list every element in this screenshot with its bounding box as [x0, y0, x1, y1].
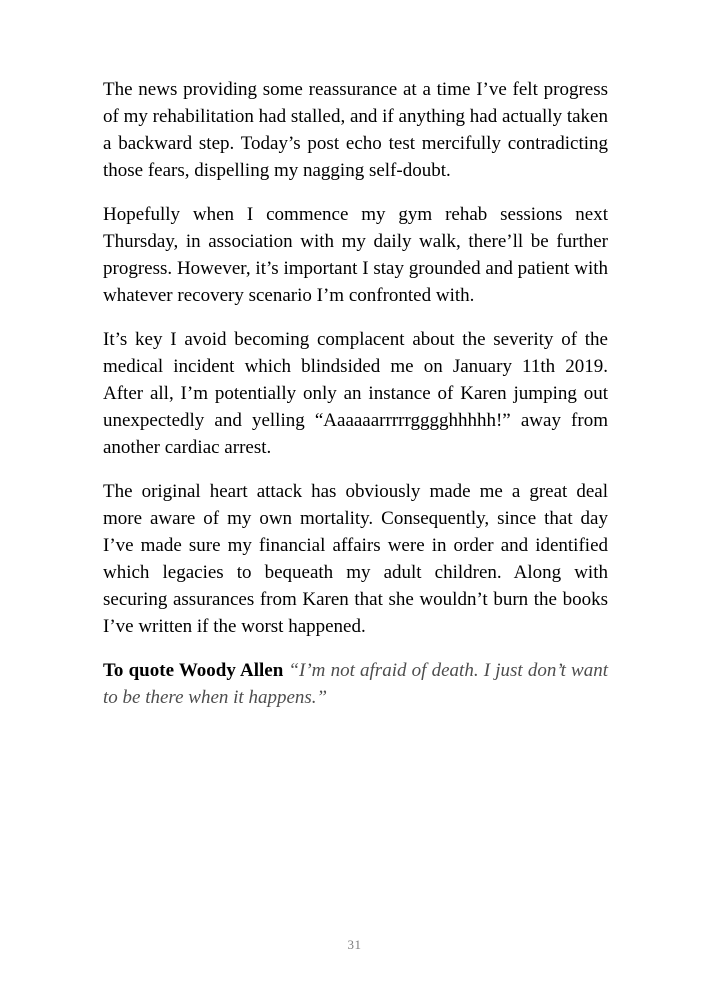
body-paragraph-3: It’s key I avoid becoming complacent about the severity of the medical incident which blindsided me on January 11th 2019. After all, I’m potentially only an instance of Karen jumping out unexpectedly and yelling “Aaaaaarrrrrgggghhhhh!” away from another cardiac arrest.: [103, 329, 608, 458]
text-block: [103, 76, 608, 728]
woody-allen-quote: “I’m not afraid of death. I just don’t want to be there when it happens.”: [103, 660, 609, 708]
closing-lead-text: To quote Woody Allen: [103, 660, 284, 681]
page-number: 31: [347, 937, 362, 952]
body-paragraph-4: The original heart attack has obviously made me a great deal more aware of my own mortality. Consequently, since that day I’ve made sure my financial affairs were in order and identified which legacies to bequeath my adult children. Along with securing assurances from Karen that she wouldn’t burn the books I’ve written if the worst happened.: [103, 481, 608, 637]
body-paragraph-2: Hopefully when I commence my gym rehab sessions next Thursday, in association with my daily walk, there’ll be further progress. However, it’s important I stay grounded and patient with whatever recovery scenario I’m confronted with.: [103, 204, 608, 306]
closing-paragraph: [103, 657, 608, 711]
body-paragraph-1: The news providing some reassurance at a time I’ve felt progress of my rehabilitation had stalled, and if anything had actually taken a backward step. Today’s post echo test mercifully contradicting those fears, dispelling my nagging self-doubt.: [103, 79, 608, 181]
